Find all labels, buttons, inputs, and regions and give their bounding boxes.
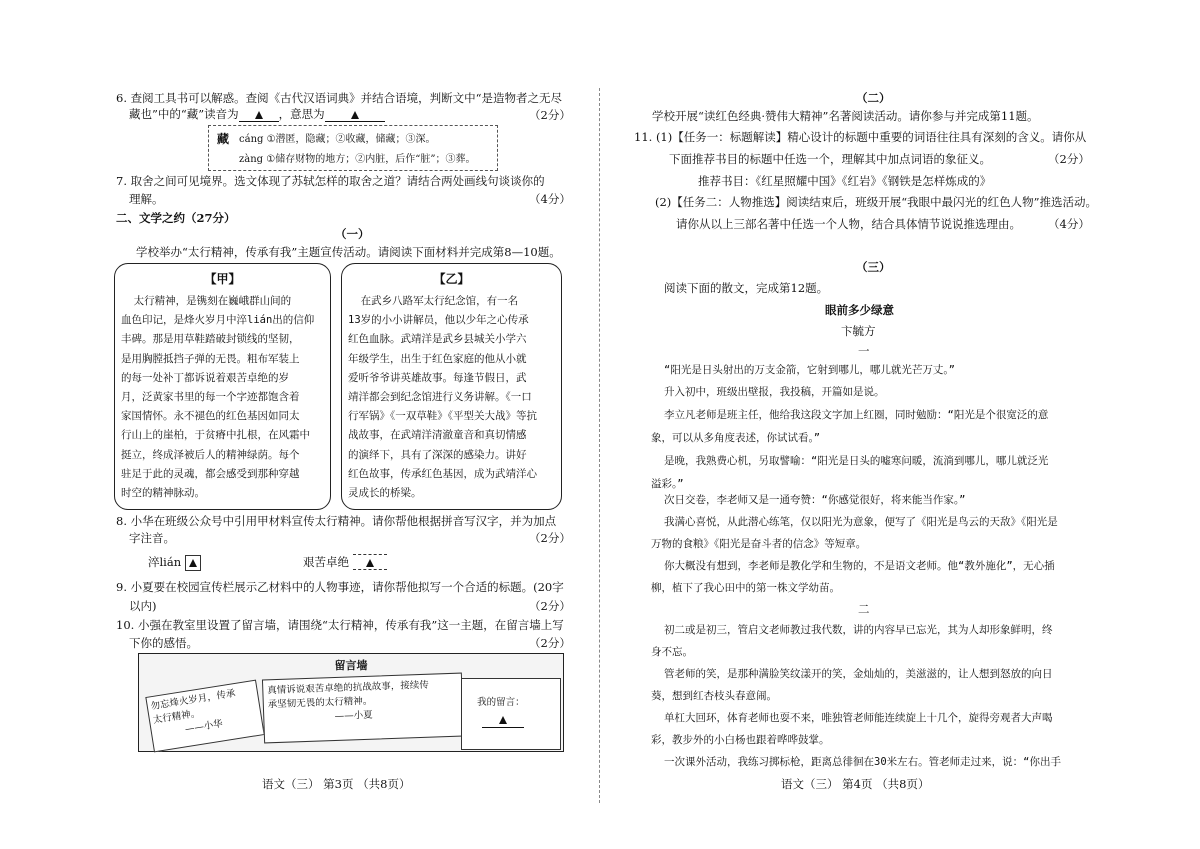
q7-line1: 7. 取舍之间可见境界。选文体现了苏轼怎样的取舍之道？请结合两处画线句谈谈你的 xyxy=(116,174,545,188)
q9-score: （2分） xyxy=(529,599,571,613)
note-xiaoxia: 真情诉说艰苦卓绝的抗战故事，接续传 承坚韧无畏的太行精神。 ——小夏 xyxy=(262,673,464,744)
part2-intro: 学校开展“读红色经典·赞伟大精神”名著阅读活动。请你参与并完成第11题。 xyxy=(652,109,1039,123)
essay-p9b: 葵，想到红杏枝头春意闹。 xyxy=(651,690,777,702)
essay-title: 眼前多少绿意 xyxy=(825,303,894,317)
q11-2-line2: 请你从以上三部名著中任选一个人物，结合具体情节说说推选理由。 xyxy=(676,217,1021,231)
q11-1-line2: 下面推荐书目的标题中任选一个，理解其中加点词语的象征义。 xyxy=(669,152,991,166)
essay-p2: 升入初中，班级出壁报，我投稿，开篇如是说。 xyxy=(664,386,885,398)
essay-p8b: 身不忘。 xyxy=(651,646,693,658)
q9-line2: 以内) xyxy=(129,599,157,613)
footer-page3: 语文（三） 第3页 （共8页） xyxy=(262,777,411,791)
blank-marker-icon xyxy=(366,559,374,567)
answer-box-b[interactable] xyxy=(353,554,387,570)
q10-score: （2分） xyxy=(529,636,571,650)
footer-page4: 语文（三） 第4页 （共8页） xyxy=(781,777,930,791)
essay-p11: 一次课外活动，我练习掷标枪，距离总徘徊在30米左右。管老师走过来，说：“你出手 xyxy=(664,756,1061,768)
panel-jia-text: 太行精神，是镌刻在巍峨群山间的 血色印记，是烽火岁月中淬lián出的信仰 丰碑。那是用草鞋踏破封锁线的坚韧， 是用胸膛抵挡子弹的无畏。粗布军装上 的每一处补丁都诉说着艰苦卓绝的岁 月，泛黄家书里的每一个字迹都饱含着 家国情怀。永不褪色的红色基因如同太 行山上的崖柏，于贫瘠中扎根，在风霜中 挺立，终成泽被后人的精神绿荫。每个 驻足于此的灵魂，都会感受到那种穿越 时空的精神脉动。 xyxy=(121,295,315,500)
panel-jia-title: 【甲】 xyxy=(204,272,241,286)
q11-1-line1: 11. (1)【任务一：标题解读】精心设计的标题中重要的词语往往具有深刻的含义。请你从 xyxy=(634,130,1087,144)
part3-intro: 阅读下面的散文，完成第12题。 xyxy=(664,281,829,295)
q11-2-score: （4分） xyxy=(1048,217,1090,231)
essay-p5: 次日交卷，李老师又是一通夸赞：“你感觉很好，将来能当作家。” xyxy=(664,494,966,506)
note-xiaohua: 勿忘烽火岁月，传承 太行精神。 ——小华 xyxy=(145,680,264,753)
blank-marker-icon xyxy=(351,111,359,119)
q9-line1: 9. 小夏要在校园宣传栏展示乙材料中的人物事迹，请你帮他拟写一个合适的标题。(20字 xyxy=(116,580,564,594)
q6-line2-b: ，意思为 xyxy=(278,107,325,121)
essay-p7b: 柳，植下了我心田中的第一株文学幼苗。 xyxy=(651,582,840,594)
q6-line2-a: 藏也”中的“藏”读音为 xyxy=(129,107,239,121)
essay-author: 卞毓方 xyxy=(841,324,876,338)
q7-score: （4分） xyxy=(529,192,571,206)
blank-marker-icon xyxy=(255,111,263,119)
essay-p7a: 你大概没有想到，李老师是教化学和生物的，不是语文老师。他“教外施化”，无心插 xyxy=(664,560,1055,572)
essay-p6b: 万物的食粮》《阳光是奋斗者的信念》等短章。 xyxy=(651,538,867,550)
essay-p3a: 李立凡老师是班主任，他给我这段文字加上红圈，同时勉励：“阳光是个很宽泛的意 xyxy=(664,409,1049,421)
page-divider xyxy=(599,88,601,803)
essay-p4b: 溢彩。” xyxy=(651,478,684,490)
q10-line2: 下你的感悟。 xyxy=(129,636,198,650)
answer-box-a[interactable] xyxy=(185,555,201,571)
q8-item-a xyxy=(148,554,201,571)
essay-p3b: 象，可以从多角度表述，你试试看。” xyxy=(651,432,821,444)
essay-p8a: 初二或是初三，管启文老师教过我代数，讲的内容早已忘光，其为人却形象鲜明，终 xyxy=(664,624,1053,636)
q8-line2: 字注音。 xyxy=(129,531,175,545)
panel-jia xyxy=(114,263,331,510)
essay-p1: “阳光是日头射出的万支金箭，它射到哪儿，哪儿就光芒万丈。” xyxy=(664,364,955,376)
q8-item-b xyxy=(303,554,387,570)
essay-p9a: 管老师的笑，是那种满脸笑纹漾开的笑，金灿灿的，美滋滋的，让人想到怒放的向日 xyxy=(664,668,1053,680)
part1-title: （一） xyxy=(335,227,370,241)
q6-line2 xyxy=(129,106,385,122)
message-wall-title: 留言墙 xyxy=(334,659,368,672)
panel-yi-text: 在武乡八路军太行纪念馆，有一名 13岁的小小讲解员，他以少年之心传承 红色血脉。武靖洋是武乡县城关小学六 年级学生，出生于红色家庭的他从小就 爱听爷爷讲英雄故事。每逢节假日，武 靖洋都会到纪念馆进行义务讲解。《一口 行军锅》《一双草鞋》《平型关大战》等抗 战故事，在武靖洋清澈童音和真切情感 的演绎下，具有了深深的感染力。讲好 红色故事，传承红色基因，成为武靖洋心 灵成长的桥梁。 xyxy=(348,295,537,500)
q6-score: （2分） xyxy=(529,108,571,122)
essay-p10b: 彩，教步外的小白杨也跟着哗哗鼓掌。 xyxy=(651,734,830,746)
essay-section-1: 一 xyxy=(858,344,870,358)
essay-p6a: 我满心喜悦，从此潜心练笔，仅以阳光为意象，便写了《阳光是鸟云的天敌》《阳光是 xyxy=(664,516,1058,528)
q8-item-a-label: 淬lián xyxy=(148,555,182,569)
essay-section-2: 二 xyxy=(858,602,870,616)
essay-p4a: 是晚，我熟费心机，另取譬喻：“阳光是日头的嘘寒问暖，流淌到哪儿，哪儿就泛光 xyxy=(664,455,1049,467)
blank-marker-icon xyxy=(499,716,507,724)
blank-marker-icon xyxy=(189,559,197,567)
q8-score: （2分） xyxy=(529,531,571,545)
my-message-label: 我的留言： xyxy=(477,697,525,708)
recommended-books: 推荐书目：《红星照耀中国》《红岩》《钢铁是怎样炼成的》 xyxy=(698,174,992,188)
q8-item-b-label: 艰苦卓绝 xyxy=(303,555,349,569)
part3-title: （三） xyxy=(856,260,891,274)
dict-line-cang: cáng ①潜匿，隐藏；②收藏，储藏；③深。 xyxy=(239,134,436,145)
q11-1-score: （2分） xyxy=(1048,152,1090,166)
panel-yi xyxy=(341,263,562,510)
dict-head: 藏 xyxy=(217,132,230,146)
q6-line1: 6. 查阅工具书可以解惑。查阅《古代汉语词典》并结合语境，判断文中“是造物者之无尽 xyxy=(116,91,563,105)
q10-line1: 10. 小强在教室里设置了留言墙，请围绕“太行精神，传承有我”这一主题，在留言墙上写 xyxy=(116,618,564,632)
q11-2-line1: (2)【任务二：人物推选】阅读结束后，班级开展“我眼中最闪光的红色人物”推选活动。 xyxy=(655,195,1098,209)
section2-title: 二、文学之约（27分） xyxy=(116,211,236,225)
panel-yi-title: 【乙】 xyxy=(433,272,470,286)
message-wall xyxy=(138,653,564,752)
dictionary-box xyxy=(208,125,498,171)
essay-p10a: 单杠大回环，体育老师也耍不来，唯独管老师能连续旋上十几个，旋得旁观者大声喝 xyxy=(664,712,1053,724)
dict-line-zang: zàng ①储存财物的地方；②内脏，后作“脏”；③葬。 xyxy=(239,154,476,165)
q8-line1: 8. 小华在班级公众号中引用甲材料宣传太行精神。请你帮他根据拼音写汉字，并为加点 xyxy=(116,514,557,528)
part1-intro: 学校举办“太行精神，传承有我”主题宣传活动。请阅读下面材料并完成第8—10题。 xyxy=(136,245,561,259)
q7-line2: 理解。 xyxy=(129,192,164,206)
note-my-message[interactable] xyxy=(461,678,561,750)
part2-title: （二） xyxy=(856,91,891,105)
